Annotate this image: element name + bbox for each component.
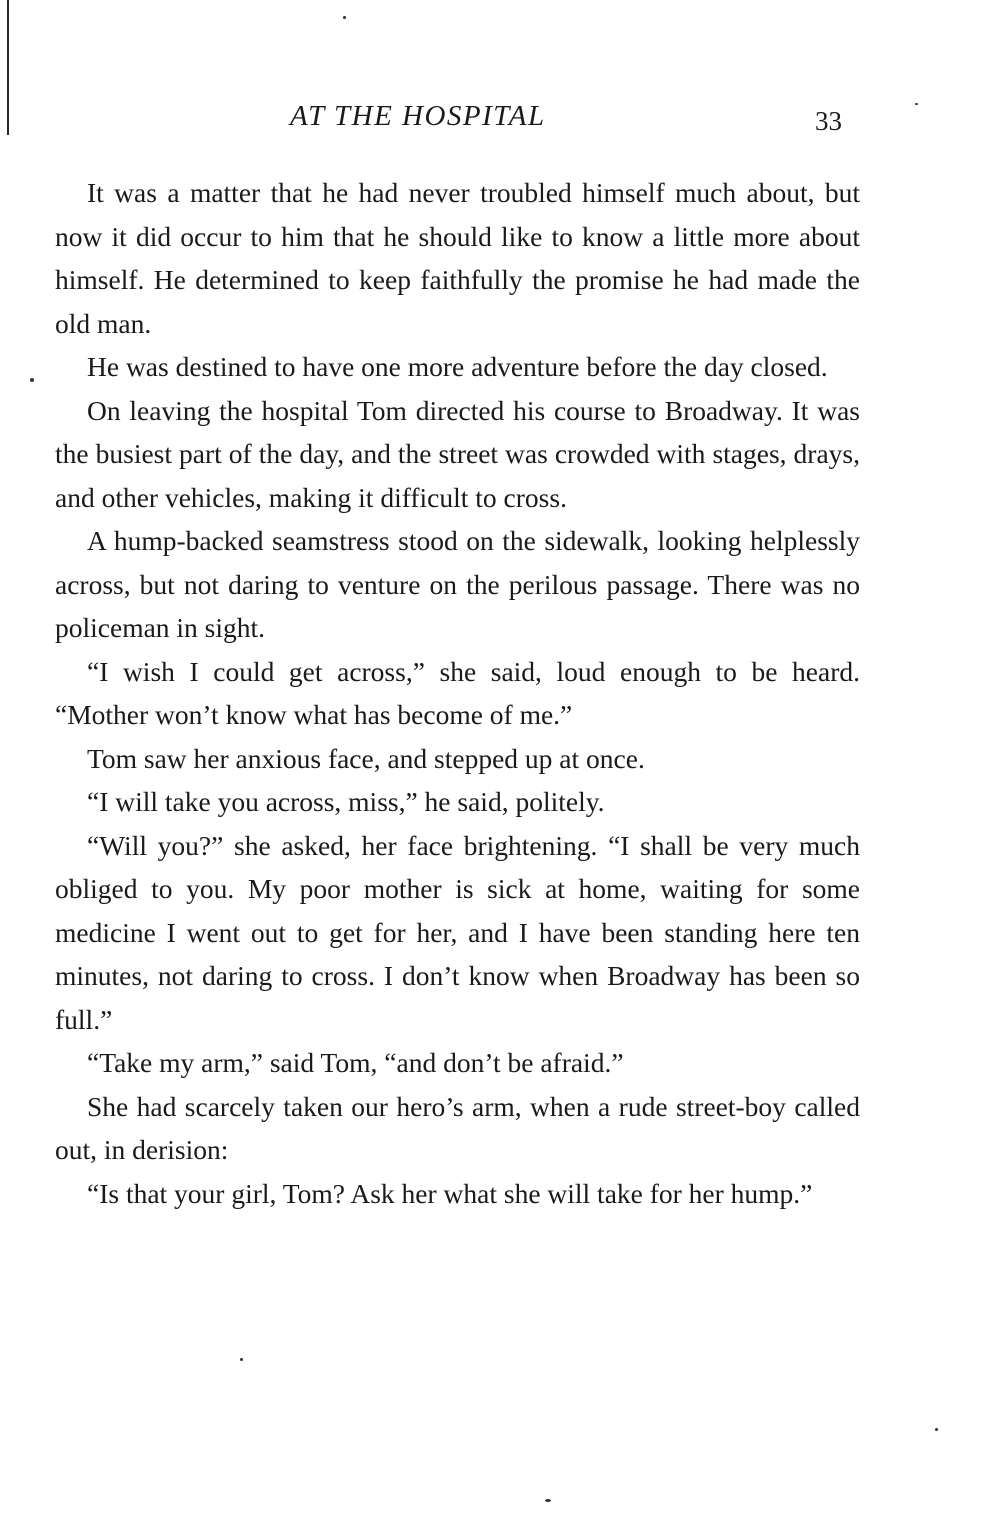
scan-speck xyxy=(545,1499,551,1502)
scan-speck xyxy=(240,1358,243,1361)
paragraph: She had scarcely taken our hero’s arm, when a rude street-boy called out, in derision: xyxy=(55,1090,860,1165)
paragraph: On leaving the hospital Tom directed his course to Broadway. It was the busiest part of the day, and the street was crowded with stages, drays, and other vehicles, making it difficult to cross. xyxy=(55,394,860,513)
running-head xyxy=(0,100,990,140)
paragraph: “Is that your girl, Tom? Ask her what she will take for her hump.” xyxy=(87,1177,813,1209)
scan-speck xyxy=(935,1428,938,1431)
paragraph: “Will you?” she asked, her face brightening. “I shall be very much obliged to you. My poor mother is sick at home, waiting for some medicine I went out to get for her, and I have been standing here ten minutes, not daring to cross. I don’t know when Broadway has been so full.” xyxy=(55,829,860,1035)
page-number: 33 xyxy=(815,106,842,136)
paragraph: Tom saw her anxious face, and stepped up at once. xyxy=(87,742,645,774)
chapter-title: AT THE HOSPITAL xyxy=(290,100,546,132)
paragraph: “I will take you across, miss,” he said, politely. xyxy=(87,786,605,817)
paragraph: “Take my arm,” said Tom, “and don’t be afraid.” xyxy=(87,1047,624,1078)
paragraph: “I wish I could get across,” she said, loud enough to be heard. “Mother won’t know what has become of me.” xyxy=(55,655,860,730)
body-text xyxy=(55,171,860,1215)
paragraph: It was a matter that he had never troubled himself much about, but now it did occur to him that he should like to know a little more about himself. He determined to keep faithfully the promise he had made the old man. xyxy=(55,177,860,339)
scan-speck xyxy=(343,16,346,19)
paragraph: A hump-backed seamstress stood on the sidewalk, looking helplessly across, but not daring to venture on the perilous passage. There was no policeman in sight. xyxy=(55,525,860,643)
scan-speck xyxy=(30,378,34,382)
paragraph: He was destined to have one more adventure before the day closed. xyxy=(87,351,828,382)
scan-speck xyxy=(915,103,918,105)
